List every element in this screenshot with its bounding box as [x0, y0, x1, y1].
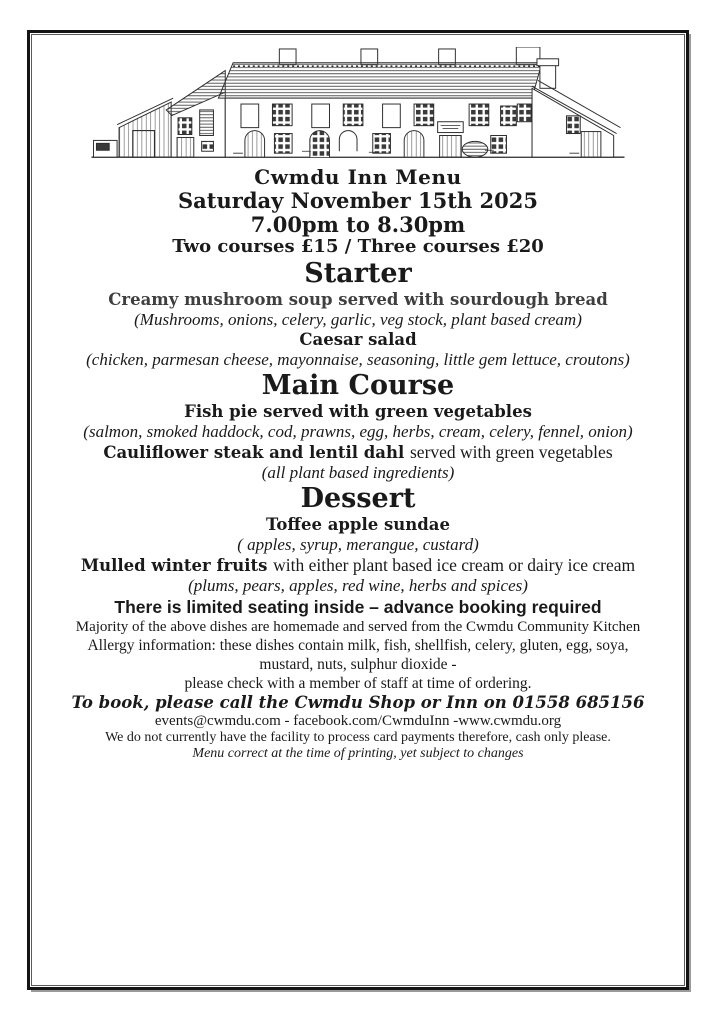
- inn-building-illustration: [33, 47, 683, 165]
- seating-notice: There is limited seating inside – advance booking required: [114, 596, 602, 617]
- starter-item-2-ingredients: (chicken, parmesan cheese, mayonnaise, seasoning, little gem lettuce, croutons): [86, 349, 630, 369]
- starter-item-1-name: Creamy mushroom soup served with sourdough bread: [108, 289, 608, 309]
- section-starter-heading: Starter: [304, 257, 412, 289]
- contact-line: events@cwmdu.com - facebook.com/CwmduInn -www.cwmdu.org: [154, 712, 562, 729]
- main-item-2-name-bold: Cauliflower steak and lentil dahl: [103, 442, 405, 462]
- allergy-notice: [33, 636, 683, 693]
- allergy-line-1: Allergy information: these dishes contain milk, fish, shellfish, celery, gluten, egg, soya,: [87, 636, 629, 654]
- menu-time: 7.00pm to 8.30pm: [250, 212, 466, 238]
- menu-date: Saturday November 15th 2025: [178, 188, 538, 213]
- main-item-2-name: [33, 442, 683, 463]
- main-item-1-name: Fish pie served with green vegetables: [184, 401, 532, 421]
- allergy-line-3: please check with a member of staff at time of ordering.: [184, 674, 532, 692]
- menu-pricing: Two courses £15 / Three courses £20: [172, 236, 544, 258]
- dessert-item-2-name-bold: Mulled winter fruits: [80, 555, 268, 575]
- main-item-2-name-rest: served with green vegetables: [410, 441, 613, 462]
- page-border-frame: [27, 30, 689, 990]
- main-item-1-ingredients: (salmon, smoked haddock, cod, prawns, egg, herbs, cream, celery, fennel, onion): [83, 421, 633, 441]
- print-disclaimer: Menu correct at the time of printing, yet subject to changes: [192, 745, 524, 761]
- dessert-item-1-name: Toffee apple sundae: [266, 514, 450, 534]
- dessert-item-2-name: [33, 555, 683, 576]
- inn-building-sketch-icon: [74, 47, 642, 165]
- payment-notice: We do not currently have the facility to process card payments therefore, cash only please.: [105, 729, 611, 745]
- starter-item-1-ingredients: (Mushrooms, onions, celery, garlic, veg stock, plant based cream): [134, 309, 582, 329]
- starter-item-2-name: Caesar salad: [299, 329, 417, 349]
- dessert-item-2-ingredients: (plums, pears, apples, red wine, herbs and spices): [188, 575, 528, 595]
- booking-line: To book, please call the Cwmdu Shop or Inn on 01558 685156: [71, 692, 645, 712]
- menu-content: [33, 36, 683, 984]
- menu-title: Cwmdu Inn Menu: [254, 165, 462, 189]
- allergy-line-2: mustard, nuts, sulphur dioxide -: [259, 655, 457, 673]
- section-main-course-heading: Main Course: [261, 369, 455, 401]
- section-dessert-heading: Dessert: [300, 482, 416, 514]
- dessert-item-2-name-rest: with either plant based ice cream or dairy ice cream: [273, 554, 636, 575]
- main-item-2-ingredients: (all plant based ingredients): [261, 462, 455, 482]
- dessert-item-1-ingredients: ( apples, syrup, merangue, custard): [237, 534, 479, 554]
- homemade-notice: Majority of the above dishes are homemade and served from the Cwmdu Community Kitchen: [75, 618, 641, 635]
